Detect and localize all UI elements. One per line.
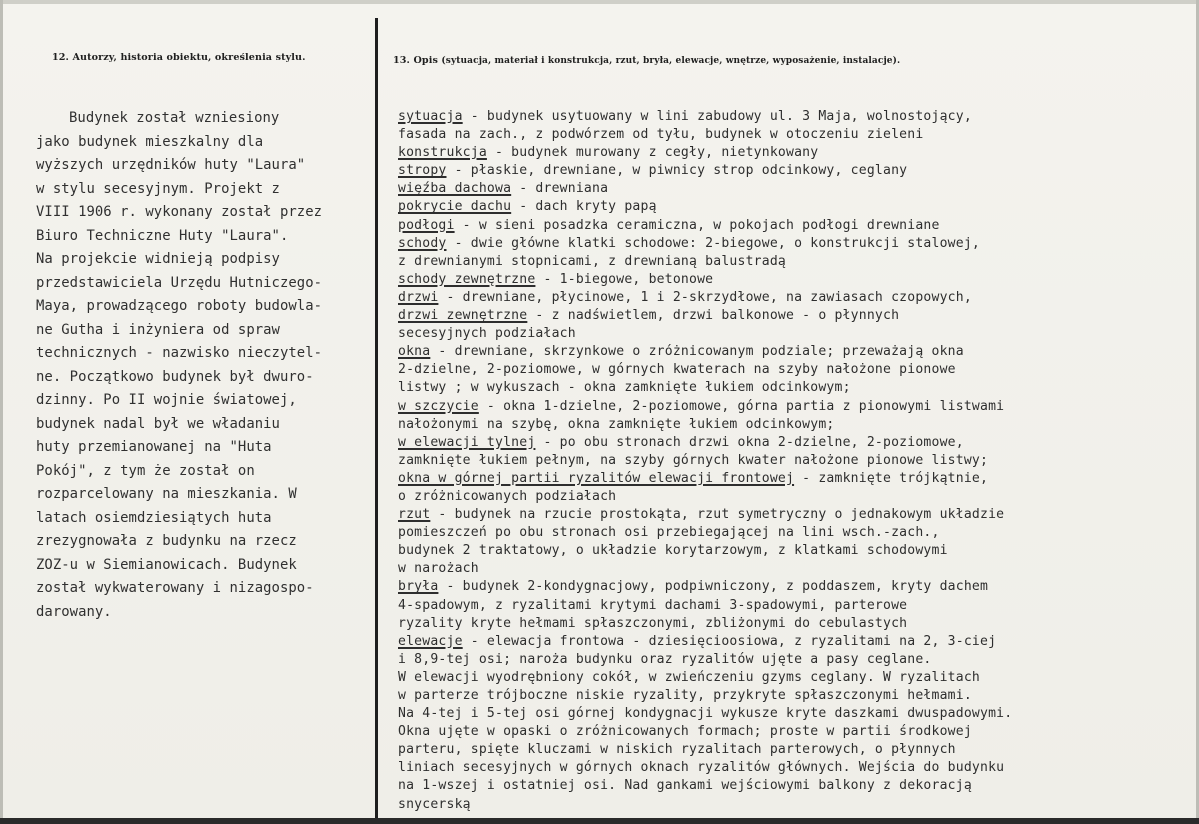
description-text: - 1-biegowe, betonowe [535,271,714,287]
description-line [398,560,1188,578]
description-line [398,777,1188,795]
description-line [398,669,1188,687]
description-text: W elewacji wyodrębniony cokół, w zwieńczeniu gzyms ceglany. W ryzalitach [398,669,980,685]
description-text: - zamknięte trójkątnie, [794,470,989,486]
description-text: - po obu stronach drzwi okna 2-dzielne, 2-poziomowe, [535,434,964,450]
description-line [398,126,1188,144]
history-line: jako budynek mieszkalny dla [36,133,264,150]
description-text-block [398,108,1188,814]
description-text: listwy ; w wykuszach - okna zamknięte łukiem odcinkowym; [398,380,851,396]
history-line: budynek nadal był we władaniu [36,415,280,432]
section-13-header [393,55,900,66]
description-label: podłogi [398,217,455,233]
description-line [398,108,1188,126]
description-text: w parterze trójboczne niskie ryzality, przykryte spłaszczonymi hełmami. [398,688,972,703]
description-text: - drewniane, skrzynkowe o zróżnicowanym podziale; przeważają okna [430,344,964,360]
description-text: o zróżnicowanych podziałach [398,488,617,504]
description-line [398,343,1188,361]
description-text: z drewnianymi stopnicami, z drewnianą balustradą [398,253,786,269]
description-line [398,796,1188,814]
history-line: Na projekcie widnieją podpisy [36,251,280,267]
history-line: ne. Początkowo budynek był dwuro- [36,368,314,385]
scan-edge-top [0,0,1199,4]
description-text: - drewniane, płycinowe, 1 i 2-skrzydłowe, na zawiasach czopowych, [438,289,972,305]
history-line: w stylu secesyjnym. Projekt z [36,180,280,197]
history-line: technicznych - nazwisko nieczytel- [36,345,323,361]
description-text: - dach kryty papą [511,199,657,215]
section-13-subtitle: (sytuacja, materiał i konstrukcja, rzut, bryła, elewacje, wnętrze, wyposażenie, instalacje). [441,56,901,66]
description-label: drzwi [398,289,439,305]
description-text: nałożonymi na szybę, okna zamknięte łukiem odcinkowym; [398,416,835,432]
description-text: - budynek na rzucie prostokąta, rzut symetryczny o jednakowym układzie [430,507,1005,523]
description-line [398,416,1188,434]
description-line [398,253,1188,271]
description-label: konstrukcja [398,145,487,161]
description-line [398,470,1188,488]
description-text: - dwie główne klatki schodowe: 2-biegowe, o konstrukcji stalowej, [446,235,980,251]
description-line [398,633,1188,651]
description-text: pomieszczeń po obu stronach osi przebiegającej na lini wsch.-zach., [398,525,940,541]
description-text: w narożach [398,561,479,577]
history-line: Maya, prowadzącego roboty budowla- [36,298,323,314]
description-label: okna w górnej partii ryzalitów elewacji frontowej [398,470,795,486]
description-text: - z nadświetlem, drzwi balkonowe - o płynnych [527,308,900,324]
section-13-label: Opis [413,55,438,66]
description-line [398,434,1188,452]
description-text: zamknięte łukiem pełnym, na szyby górnych kwater nałożone pionowe listwy; [398,452,989,468]
history-line: Pokój", z tym że został on [36,462,255,479]
description-text: liniach secesyjnych w górnych oknach ryzalitów głównych. Wejścia do budynku [398,760,1005,776]
description-line [398,235,1188,253]
description-text: - w sieni posadzka ceramiczna, w pokojach podłogi drewniane [454,217,940,233]
description-line [398,452,1188,470]
description-line [398,705,1188,723]
description-text: - budynek usytuowany w lini zabudowy ul. 3 Maja, wolnostojący, [462,109,972,124]
description-line [398,506,1188,524]
description-label: rzut [398,507,431,523]
description-line [398,651,1188,669]
description-label: stropy [398,163,447,179]
scan-edge-bottom [0,818,1199,824]
description-text: - budynek murowany z cegły, nietynkowany [486,145,819,161]
column-divider [375,18,378,818]
description-text: parteru, spięte kluczami w niskich ryzalitach parterowych, o płynnych [398,742,956,758]
description-label: więźba dachowa [398,181,512,197]
description-line [398,398,1188,416]
description-label: pokrycie dachu [398,199,512,215]
description-text: Okna ujęte w opaski o zróżnicowanych formach; proste w partii środkowej [398,724,972,740]
description-text: 4-spadowym, z ryzalitami krytymi dachami 3-spadowymi, parterowe [398,597,908,613]
description-text: fasada na zach., z podwórzem od tyłu, budynek w otoczeniu zieleni [398,127,924,143]
history-line: VIII 1906 r. wykonany został przez [36,204,323,220]
description-line [398,361,1188,379]
description-line [398,180,1188,198]
history-line: dzinny. Po II wojnie światowej, [36,392,297,408]
description-line [398,542,1188,560]
description-text: Na 4-tej i 5-tej osi górnej kondygnacji wykusze kryte daszkami dwuspadowymi. [398,706,1013,722]
history-line: wyższych urzędników huty "Laura" [36,157,306,173]
description-label: schody [398,235,447,251]
description-line [398,488,1188,506]
history-line: został wykwaterowany i nizagospo- [36,580,314,596]
description-line [398,379,1188,397]
description-line [398,578,1188,596]
history-line: latach osiemdziesiątych huta [36,509,272,526]
history-text-block [36,107,374,624]
description-line [398,217,1188,235]
description-label: elewacje [398,633,463,649]
description-text: - budynek 2-kondygnacjowy, podpiwniczony, z poddaszem, kryty dachem [438,579,989,595]
description-text: secesyjnych podziałach [398,326,576,342]
description-text: na 1-wszej i ostatniej osi. Nad gankami wejściowymi balkony z dekoracją [398,778,972,794]
description-line [398,307,1188,325]
description-label: bryła [398,579,439,595]
description-label: sytuacja [398,109,463,124]
description-line [398,162,1188,180]
scan-edge-left [0,0,3,824]
description-line [398,687,1188,705]
description-label: w szczycie [398,398,479,414]
description-label: schody zewnętrzne [398,271,536,287]
description-text: - drewniana [511,181,609,197]
description-text: - okna 1-dzielne, 2-poziomowe, górna partia z pionowymi listwami [478,398,1005,414]
description-line [398,615,1188,633]
description-line [398,289,1188,307]
section-12-number: 12. [52,52,69,63]
description-text: 2-dzielne, 2-poziomowe, w górnych kwaterach na szyby nałożone pionowe [398,362,956,378]
section-13-number: 13. [393,55,410,66]
description-line [398,597,1188,615]
history-line: rozparcelowany na mieszkania. W [36,486,297,502]
description-line [398,759,1188,777]
description-text: i 8,9-tej osi; naroża budynku oraz ryzalitów ujęte a pasy ceglane. [398,651,932,667]
description-line [398,325,1188,343]
description-line [398,741,1188,759]
description-line [398,144,1188,162]
description-text: - elewacja frontowa - dziesięcioosiowa, z ryzalitami na 2, 3-ciej [462,633,997,649]
description-line [398,524,1188,542]
section-12-header [52,52,306,63]
description-line [398,198,1188,216]
description-label: drzwi zewnętrzne [398,308,528,324]
description-line [398,271,1188,289]
history-line: przedstawiciela Urzędu Hutniczego- [36,274,323,291]
description-text: budynek 2 traktatowy, o układzie korytarzowym, z klatkami schodowymi [398,543,948,559]
description-text: - płaskie, drewniane, w piwnicy strop odcinkowy, ceglany [446,163,908,179]
history-line: Biuro Techniczne Huty "Laura". [36,227,289,244]
history-line: ne Gutha i inżyniera od spraw [36,321,280,338]
description-line [398,723,1188,741]
section-12-title: Autorzy, historia obiektu, określenia stylu. [72,52,306,63]
history-line: Budynek został wzniesiony [69,110,280,126]
description-label: okna [398,344,431,360]
description-text: snycerską [398,796,471,812]
description-text: ryzality kryte hełmami spłaszczonymi, zbliżonymi do cebulastych [398,615,908,631]
history-line: darowany. [36,603,112,620]
history-line: zrezygnowała z budynku na rzecz [36,533,297,549]
history-line: ZOZ-u w Siemianowicach. Budynek [36,556,297,573]
description-label: w elewacji tylnej [398,434,536,450]
history-line: huty przemianowanej na "Huta [36,439,272,455]
